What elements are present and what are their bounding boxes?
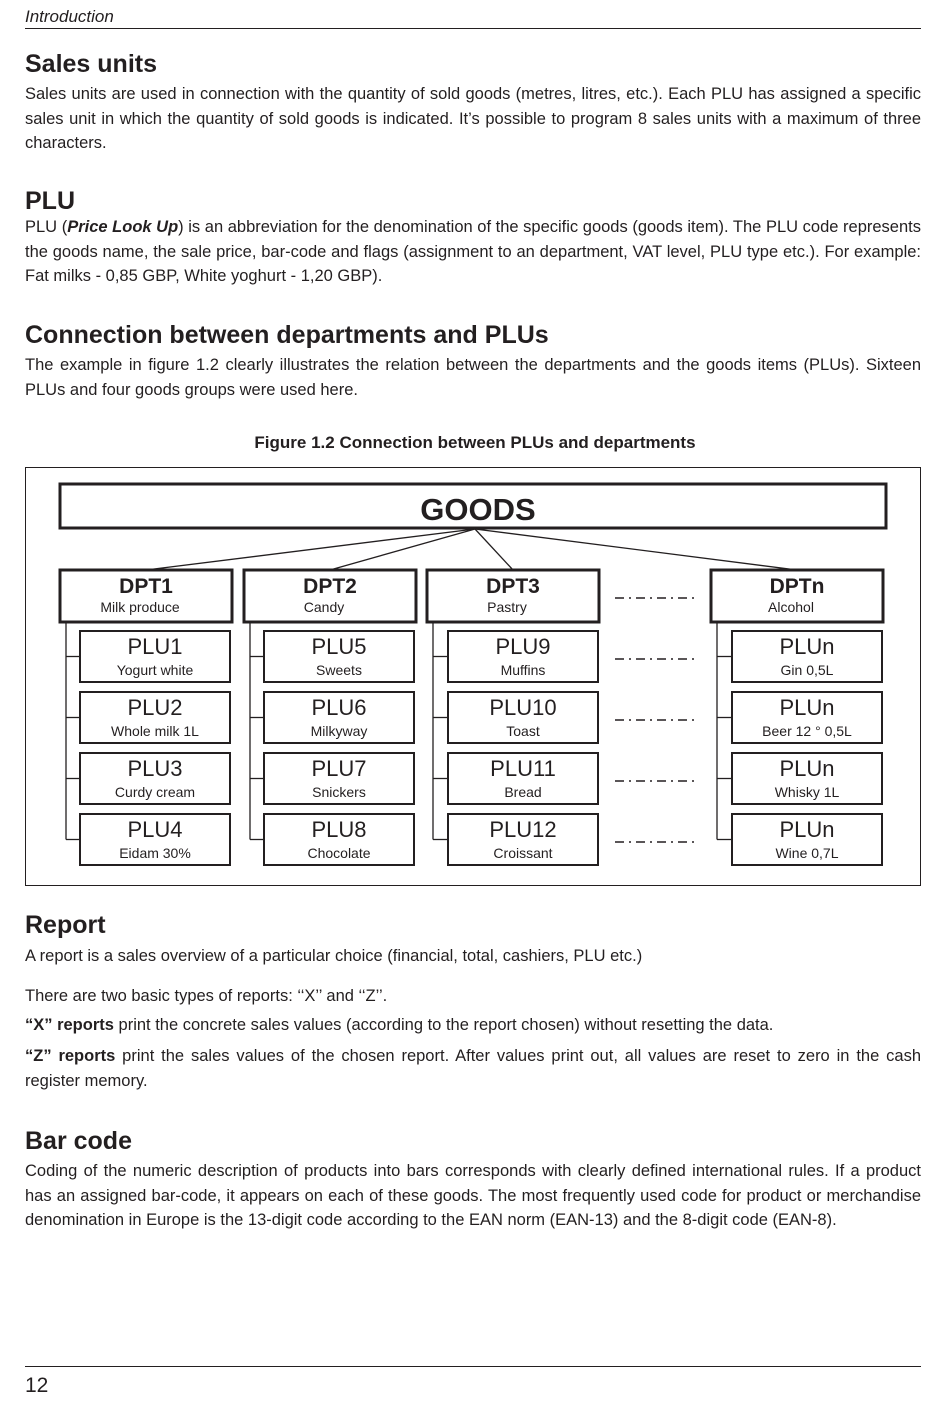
heading-report: Report (25, 911, 106, 939)
heading-plu: PLU (25, 187, 75, 215)
plu-emphasis: Price Look Up (67, 218, 179, 236)
plu-name: Toast (506, 723, 540, 739)
paragraph-plu: PLU (Price Look Up) is an abbreviation for the denomination of the specific goods (goods item). The PLU code represents the goods name, the sale price, bar-code and flags (assignment to an department, VAT level, PLU type etc.). For example: Fat milks - 0,85 GBP, White yoghurt - 1,20 GBP). (25, 218, 921, 285)
plu-name: Bread (504, 784, 542, 800)
heading-bar-code: Bar code (25, 1127, 132, 1155)
z-reports-label: “Z” reports (25, 1047, 116, 1065)
department-code: DPTn (769, 575, 825, 598)
plu-code: PLU4 (127, 817, 183, 842)
running-header: Introduction (25, 7, 114, 26)
paragraph-connection: The example in figure 1.2 clearly illustrates the relation between the departments and the goods items (PLUs). Sixteen PLUs and four goods groups were used here. (25, 356, 921, 399)
department-code: DPT1 (119, 575, 173, 598)
plu-name: Snickers (312, 784, 366, 800)
plu-name: Wine 0,7L (775, 845, 839, 861)
plu-code: PLU8 (311, 817, 367, 842)
goods-connector (475, 529, 513, 570)
plu-code: PLUn (779, 634, 835, 659)
department-code: DPT2 (303, 575, 357, 598)
plu-name: Sweets (316, 662, 362, 678)
goods-connector (330, 529, 475, 570)
heading-connection: Connection between departments and PLUs (25, 321, 549, 349)
department-name: Alcohol (768, 599, 814, 615)
footer-rule (25, 1366, 921, 1367)
department-name: Pastry (487, 599, 527, 615)
plu-code: PLU6 (311, 695, 367, 720)
plu-name: Yogurt white (116, 662, 194, 678)
x-reports-label: “X” reports (25, 1016, 114, 1034)
plu-code: PLU1 (127, 634, 183, 659)
paragraph-z-reports: “Z” reports print the sales values of the chosen report. After values print out, all values are reset to zero in the cash register memory. (25, 1047, 921, 1090)
goods-connector (475, 529, 797, 570)
plu-code: PLU10 (489, 695, 557, 720)
paragraph-x-reports: “X” reports print the concrete sales values (according to the report chosen) without resetting the data. (25, 1016, 774, 1034)
department-name: Candy (303, 599, 345, 615)
plu-code: PLU5 (311, 634, 367, 659)
figure-caption: Figure 1.2 Connection between PLUs and departments (254, 433, 696, 452)
plu-name: Croissant (493, 845, 553, 861)
plu-name: Muffins (500, 662, 546, 678)
plu-name: Beer 12 ° 0,5L (762, 723, 852, 739)
goods-label: GOODS (420, 492, 536, 527)
paragraph-bar-code: Coding of the numeric description of products into bars corresponds with clearly defined international rules. If a product has an assigned bar-code, it appears on each of these goods. The most frequently used code for product or merchandise denomination in Europe is the 13-digit code according to the EAN norm (EAN-13) and the 8-digit code (EAN-8). (25, 1162, 921, 1229)
plu-code: PLU3 (127, 756, 183, 781)
plu-name: Whole milk 1L (111, 723, 199, 739)
page-number: 12 (25, 1374, 49, 1397)
paragraph-report-2: There are two basic types of reports: ‘‘X’’ and ‘‘Z’’. (25, 987, 388, 1005)
plu-name: Chocolate (307, 845, 371, 861)
paragraph-report-1: A report is a sales overview of a particular choice (financial, total, cashiers, PLU etc.) (25, 947, 643, 965)
department-name: Milk produce (100, 599, 180, 615)
paragraph-sales-units: Sales units are used in connection with the quantity of sold goods (metres, litres, etc.). Each PLU has assigned a specific sales unit in which the quantity of sold goods is indicated. It’s possible to program 8 sales units with a maximum of three characters. (25, 85, 921, 152)
plu-name: Whisky 1L (774, 784, 840, 800)
goods-connector (146, 529, 475, 570)
heading-sales-units: Sales units (25, 50, 157, 78)
plu-code: PLUn (779, 756, 835, 781)
plu-code: PLU12 (489, 817, 557, 842)
plu-name: Curdy cream (114, 784, 196, 800)
plu-code: PLU11 (490, 756, 556, 781)
department-code: DPT3 (486, 575, 540, 598)
plu-code: PLUn (779, 817, 835, 842)
plu-name: Milkyway (310, 723, 368, 739)
plu-code: PLU2 (127, 695, 183, 720)
plu-name: Eidam 30% (119, 845, 191, 861)
plu-code: PLU9 (495, 634, 551, 659)
plu-code: PLUn (779, 695, 835, 720)
plu-name: Gin 0,5L (780, 662, 834, 678)
plu-code: PLU7 (311, 756, 367, 781)
